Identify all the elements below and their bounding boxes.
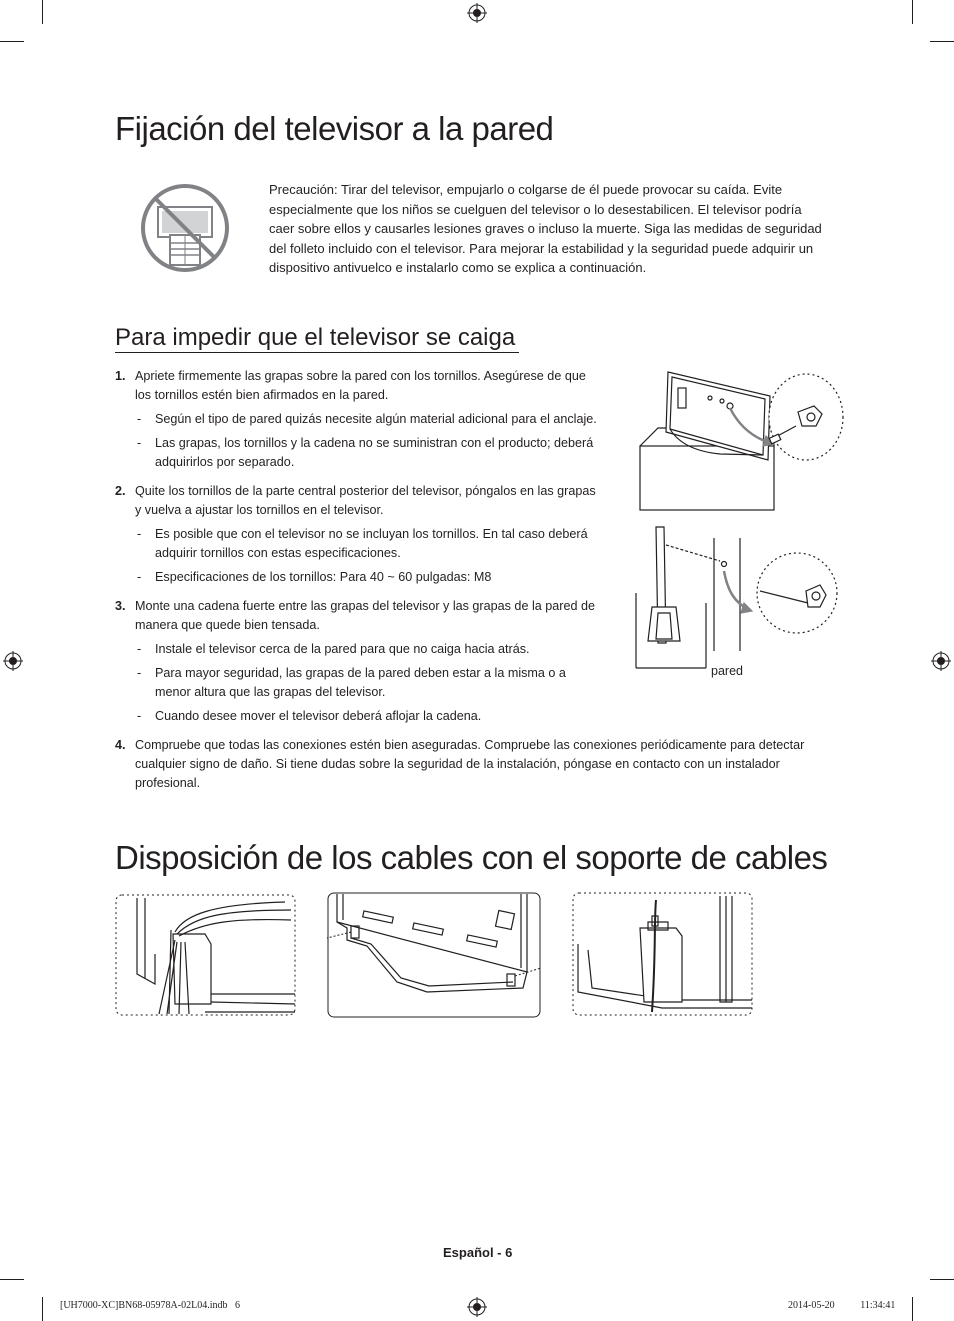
text-line: Compruebe que todas las conexiones estén bien aseguradas. Compruebe las conexiones periódicamente para detectar [135,738,805,752]
print-slug-right: 2014-05-20 ￿￿ 11:34:41 [788,1300,896,1311]
step-number: 2. [115,484,126,498]
step-number: 3. [115,599,126,613]
caution-paragraph: Precaución: Tirar del televisor, empujarlo o colgarse de él puede provocar su caída. Evite especialmente que los niños se cuelguen del televisor o lo desestabilicen. El televisor podría caer sobre ellos y causarles lesiones graves o incluso la muerte. Siga las medidas de seguridad del folleto incluido con el televisor. Para mejorar la estabilidad y la seguridad puede adquirir un dispositivo antivuelco e instalarlo como se explica a continuación. [269,182,822,275]
dash-bullet: - [137,412,142,426]
text-line: Instale el televisor cerca de la pared para que no caiga hacia atrás. [155,642,530,656]
dash-bullet: - [137,666,142,680]
text-line: Quite los tornillos de la parte central posterior del televisor, póngalos en las grapas [135,484,596,498]
dash-bullet: - [137,642,142,656]
cable-holder-detail-right [572,892,753,1016]
step-text [135,736,804,794]
text-line: adquirir tornillos con estas especificaciones. [155,546,401,561]
print-slug-left: [UH7000-XC]BN68-05978A-02L04.indb 6 [60,1300,240,1311]
text-line: manera que quede bien tensada. [135,618,320,633]
crop-mark-top-left-v [42,0,43,24]
page-footer-label: Español - 6 [443,1245,513,1260]
dash-bullet: - [137,570,142,584]
step-text [135,367,586,405]
text-line: Cuando desee mover el televisor deberá aflojar la cadena. [155,709,482,723]
subsection-title-prevent-falling: Para impedir que el televisor se caiga [115,324,516,351]
crop-mark-top-right-v [912,0,913,24]
wall-label: pared [711,664,743,678]
dash-bullet: - [137,709,142,723]
text-line: menor altura que las grapas del televisor. [155,685,386,700]
step-text [135,597,595,635]
text-line: Según el tipo de pared quizás necesite algún material adicional para el anclaje. [155,412,597,426]
text-line: Monte una cadena fuerte entre las grapas del televisor y las grapas de la pared de [135,599,595,613]
text-line: profesional. [135,776,201,791]
text-line: cualquier signo de daño. Si tiene dudas sobre la seguridad de la instalación, póngase en contacto con un instalador [135,757,780,772]
text-line: adquirirlos por separado. [155,455,295,470]
registration-mark-icon [467,1297,487,1317]
crop-mark-bottom-left-h [0,1279,24,1280]
section-title-cable-arrangement: Disposición de los cables con el soporte de cables [115,839,828,876]
subsection-title-underline [115,352,519,353]
crop-mark-bottom-left-v [42,1297,43,1321]
text-line: Apriete firmemente las grapas sobre la pared con los tornillos. Asegúrese de que [135,369,586,383]
text-line: Es posible que con el televisor no se incluyan los tornillos. En tal caso deberá [155,527,588,541]
text-line: Para mayor seguridad, las grapas de la pared deben estar a la misma o a [155,666,566,680]
text-line: Especificaciones de los tornillos: Para 40 ~ 60 pulgadas: M8 [155,570,492,584]
text-line: los tornillos estén bien afirmados en la pared. [135,388,389,403]
registration-mark-icon [467,3,487,23]
crop-mark-bottom-right-h [930,1279,954,1280]
no-climbing-prohibition-icon [140,183,230,273]
cable-holder-overview-center [327,892,541,1018]
section-title-wall-mount: Fijación del televisor a la pared [115,110,554,147]
crop-mark-top-left-h [0,41,24,42]
registration-mark-icon [3,651,23,671]
registration-mark-icon [931,651,951,671]
step-number: 1. [115,369,126,383]
text-line: y vuelva a ajustar los tornillos en el televisor. [135,503,384,518]
tv-side-wall-illustration [636,523,842,671]
tv-back-bracket-illustration [630,368,845,510]
crop-mark-bottom-right-v [912,1297,913,1321]
cable-holder-detail-left [115,894,296,1016]
text-line: Las grapas, los tornillos y la cadena no se suministran con el producto; deberá [155,436,594,450]
crop-mark-top-right-h [930,41,954,42]
dash-bullet: - [137,527,142,541]
step-number: 4. [115,738,126,752]
step-text [135,482,596,520]
dash-bullet: - [137,436,142,450]
